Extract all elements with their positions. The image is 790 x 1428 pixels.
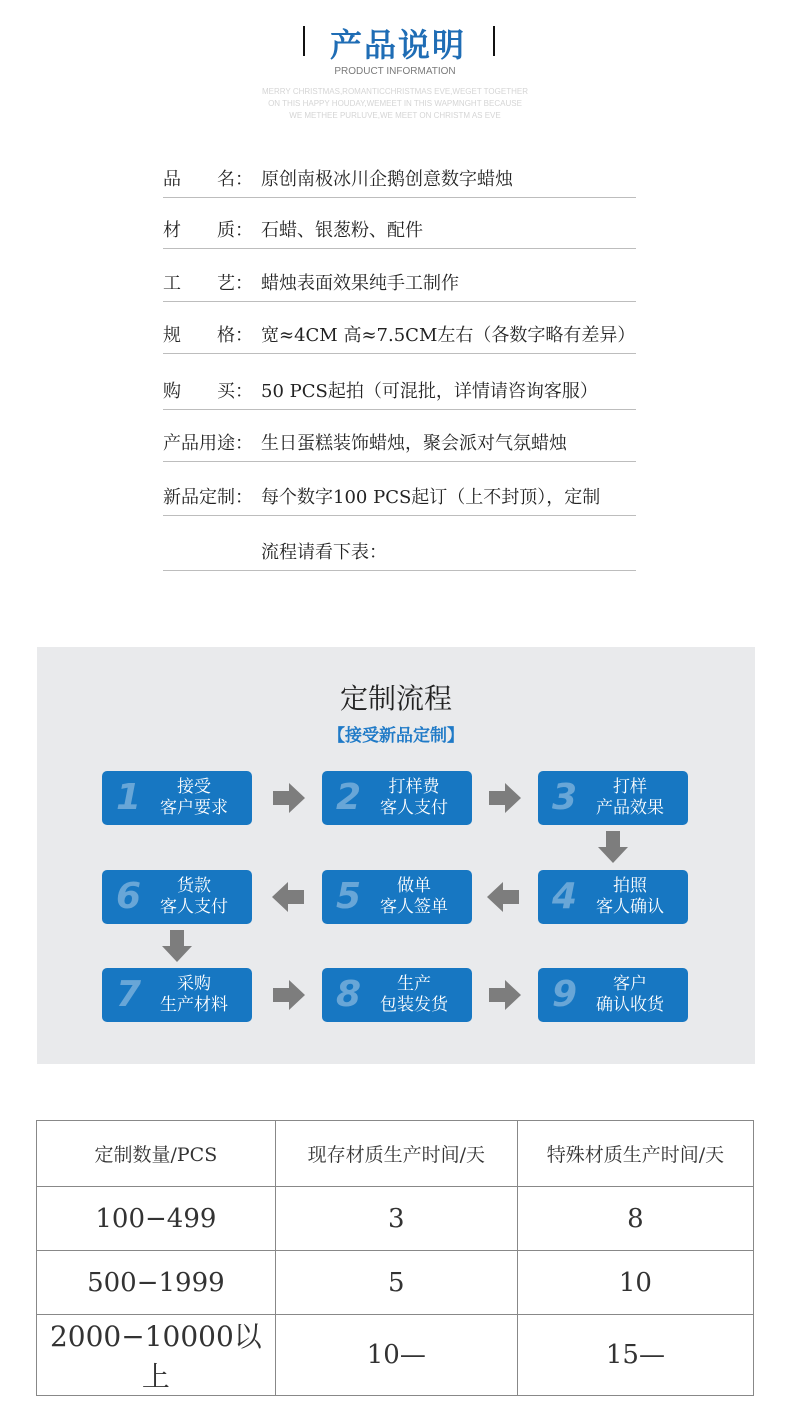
step-line2: 客人支付	[160, 897, 228, 917]
flow-subtitle: 【接受新品定制】	[328, 726, 464, 746]
step-number: 8	[336, 974, 362, 1015]
step-line1: 客户	[613, 974, 647, 994]
info-label: 购 买：	[163, 381, 253, 402]
arrow-right-icon	[273, 783, 305, 813]
arrow-down-icon	[598, 831, 628, 863]
flow-title: 定制流程	[339, 682, 452, 715]
step-line2: 客人确认	[596, 897, 664, 917]
info-label: 规 格：	[163, 325, 253, 346]
step-number: 6	[116, 876, 142, 917]
table-cell: 5	[275, 1251, 517, 1315]
step-line1: 货款	[177, 876, 211, 896]
info-row-custom-cont	[163, 530, 636, 571]
info-label: 品 名：	[163, 169, 253, 190]
flow-step-4	[538, 870, 688, 924]
arrow-down-icon	[162, 930, 192, 962]
flow-step-6	[102, 870, 252, 924]
flow-step-7	[102, 968, 252, 1022]
info-value: 50 PCS起拍（可混批，详情请咨询客服）	[261, 381, 598, 402]
step-number: 4	[552, 876, 578, 917]
step-number: 3	[552, 777, 578, 818]
title-bar-left	[303, 26, 305, 56]
arrow-right-icon	[489, 783, 521, 813]
table-header-row	[37, 1121, 754, 1187]
title-bar-right	[493, 26, 495, 56]
step-line2: 客人签单	[380, 897, 448, 917]
arrow-right-icon	[489, 980, 521, 1010]
info-row-custom	[163, 475, 636, 516]
faint-text-line: ON THIS HAPPY HOUDAY,WEMEET IN THIS WAPMNGHT BECAUSE	[268, 99, 522, 108]
step-number: 7	[116, 974, 142, 1015]
info-row-craft	[163, 261, 636, 302]
step-line2: 客人支付	[380, 798, 448, 818]
header	[0, 0, 790, 130]
page-title: 产品说明	[329, 26, 466, 64]
step-number: 1	[116, 777, 142, 818]
table-cell: 15—	[517, 1315, 753, 1396]
table-cell: 3	[275, 1187, 517, 1251]
arrow-left-icon	[272, 882, 304, 912]
info-label: 工 艺：	[163, 273, 253, 294]
table-cell: 500−1999	[37, 1251, 276, 1315]
table-row	[37, 1315, 754, 1396]
step-line1: 拍照	[613, 876, 647, 896]
info-row-material	[163, 208, 636, 249]
step-line1: 打样费	[388, 777, 440, 797]
arrow-right-icon	[273, 980, 305, 1010]
custom-flow-panel	[37, 647, 755, 1064]
step-number: 2	[336, 777, 362, 818]
table-cell: 2000−10000以上	[37, 1315, 276, 1396]
page-subtitle: PRODUCT INFORMATION	[334, 66, 456, 77]
info-row-size	[163, 313, 636, 354]
table-cell: 10	[517, 1251, 753, 1315]
table-header-cell: 定制数量/PCS	[37, 1121, 276, 1187]
step-line2: 包装发货	[380, 995, 448, 1015]
table-header-cell: 现存材质生产时间/天	[275, 1121, 517, 1187]
arrow-left-icon	[487, 882, 519, 912]
faint-text-line: MERRY CHRISTMAS,ROMANTICCHRISTMAS EVE,WEGET TOGETHER	[262, 87, 528, 96]
info-label: 产品用途：	[163, 433, 253, 454]
table-cell: 10—	[275, 1315, 517, 1396]
info-value: 蜡烛表面效果纯手工制作	[261, 273, 459, 294]
info-value: 宽≈4CM 高≈7.5CM左右（各数字略有差异）	[261, 325, 636, 346]
table-cell: 8	[517, 1187, 753, 1251]
flow-step-9	[538, 968, 688, 1022]
info-value: 流程请看下表：	[261, 542, 387, 563]
info-value: 每个数字100 PCS起订（上不封顶），定制	[261, 487, 601, 508]
table-row	[37, 1251, 754, 1315]
step-line1: 采购	[177, 974, 211, 994]
info-value: 原创南极冰川企鹅创意数字蜡烛	[261, 169, 513, 190]
step-line2: 产品效果	[596, 798, 664, 818]
step-line2: 生产材料	[160, 995, 228, 1015]
info-value: 石蜡、银葱粉、配件	[261, 220, 423, 241]
flow-step-2	[322, 771, 472, 825]
step-line2: 确认收货	[596, 995, 664, 1015]
step-number: 5	[336, 876, 362, 917]
step-line1: 接受	[177, 777, 211, 797]
info-row-usage	[163, 421, 636, 462]
step-line2: 客户要求	[160, 798, 228, 818]
step-number: 9	[552, 974, 578, 1015]
flow-step-8	[322, 968, 472, 1022]
info-label: 材 质：	[163, 220, 253, 241]
table-header-cell: 特殊材质生产时间/天	[517, 1121, 753, 1187]
step-line1: 做单	[397, 876, 431, 896]
step-line1: 生产	[397, 974, 431, 994]
table-row	[37, 1187, 754, 1251]
table-cell: 100−499	[37, 1187, 276, 1251]
flow-step-5	[322, 870, 472, 924]
info-value: 生日蛋糕装饰蜡烛，聚会派对气氛蜡烛	[261, 433, 567, 454]
production-time-table	[36, 1120, 754, 1396]
flow-step-1	[102, 771, 252, 825]
flow-step-3	[538, 771, 688, 825]
info-row-purchase	[163, 369, 636, 410]
step-line1: 打样	[613, 777, 647, 797]
faint-text-line: WE METHEE PURLUVE,WE MEET ON CHRISTM AS EVE	[289, 111, 501, 120]
info-label: 新品定制：	[163, 487, 253, 508]
info-row-name	[163, 157, 636, 198]
